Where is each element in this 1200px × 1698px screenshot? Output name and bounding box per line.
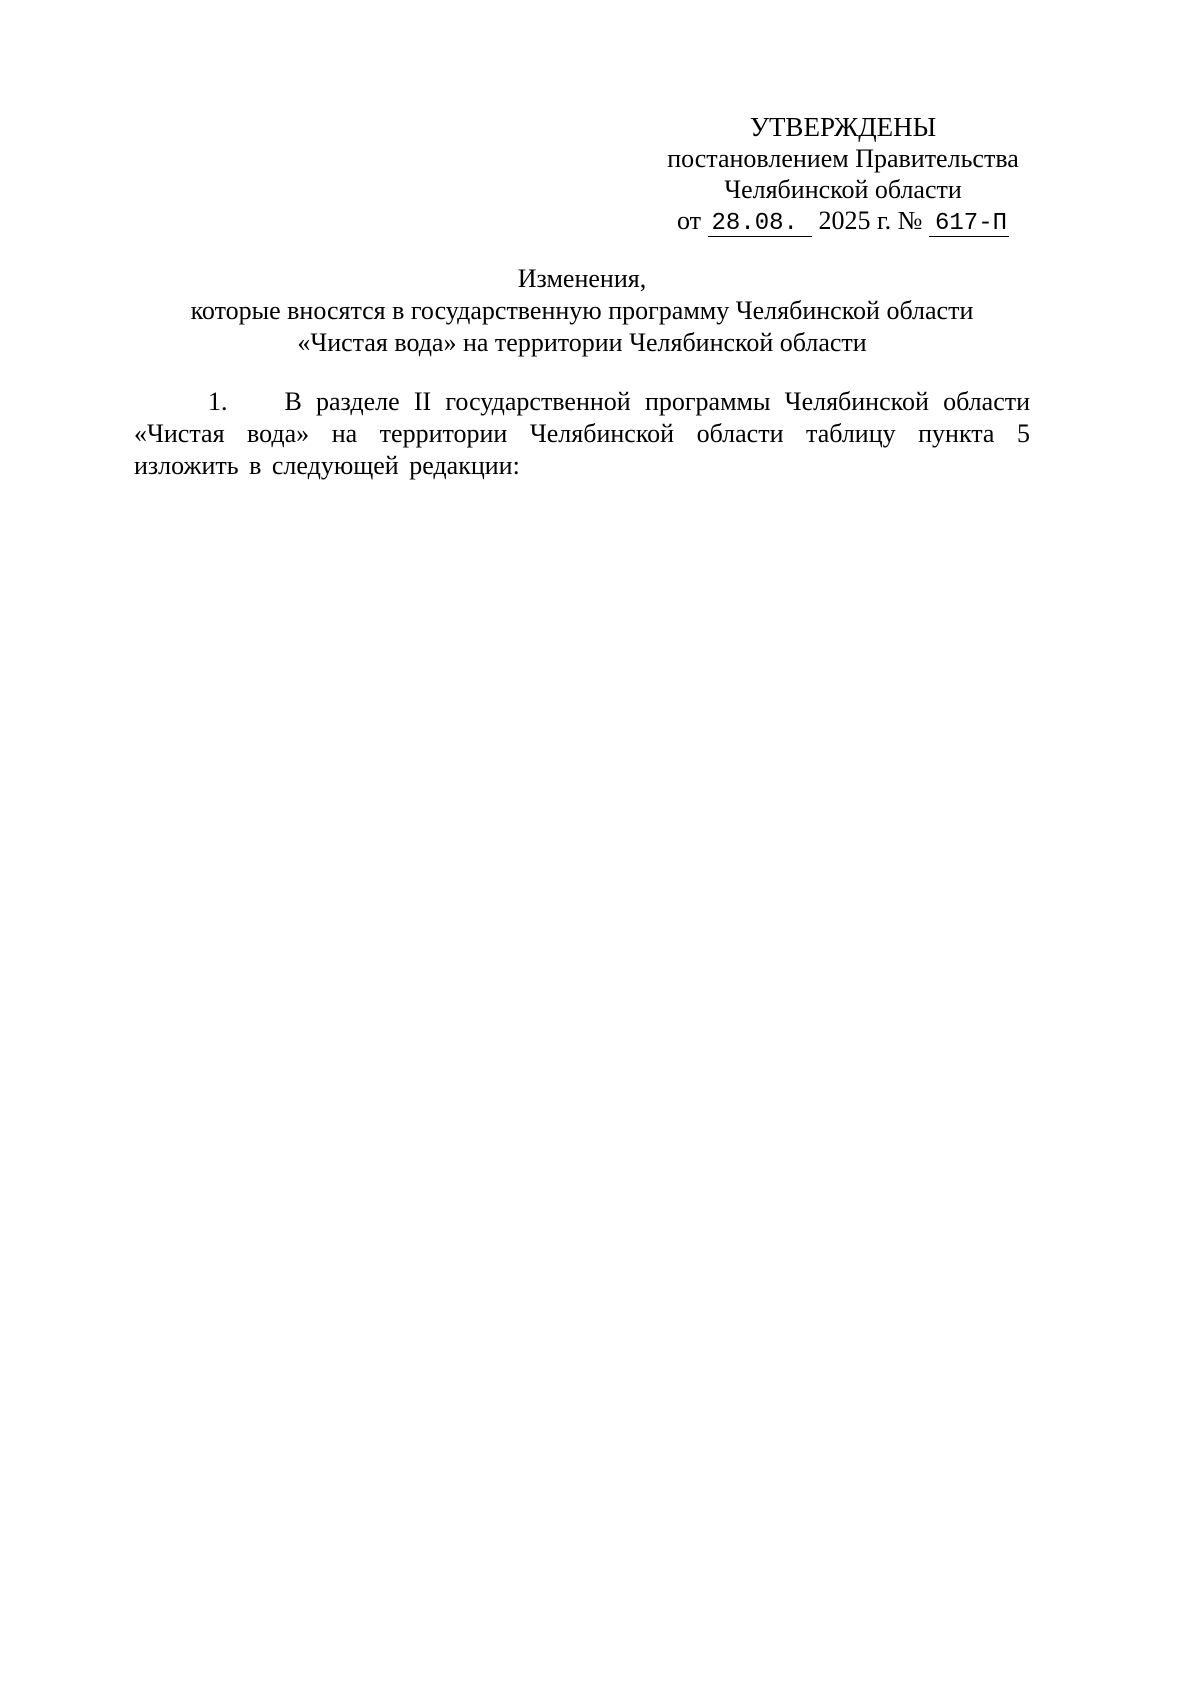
approval-block: [640, 112, 1046, 237]
approval-line-1: постановлением Правительства: [667, 144, 1019, 173]
title-line-3: «Чистая вода» на территории Челябинской области: [297, 328, 867, 357]
approval-number: 617-П: [929, 212, 1009, 237]
approval-date: 28.08.: [708, 212, 812, 237]
paragraph-1: [134, 386, 1030, 482]
approval-year: 2025 г. №: [818, 206, 923, 235]
approval-line-2: Челябинской области: [724, 175, 962, 204]
title-line-2: которые вносятся в государственную программу Челябинской области: [190, 296, 974, 325]
approval-heading: УТВЕРЖДЕНЫ: [749, 112, 937, 142]
approval-date-line: [640, 205, 1046, 237]
paragraph-number: 1.: [208, 387, 228, 416]
title-line-1: Изменения,: [517, 264, 647, 293]
date-prefix: от: [676, 206, 702, 235]
paragraph-text: В разделе II государственной программы Челябинской области «Чистая вода» на территории Челябинской области таблицу пункта 5 изложить в следующей редакции:: [134, 387, 1031, 480]
document-title: [134, 263, 1030, 359]
